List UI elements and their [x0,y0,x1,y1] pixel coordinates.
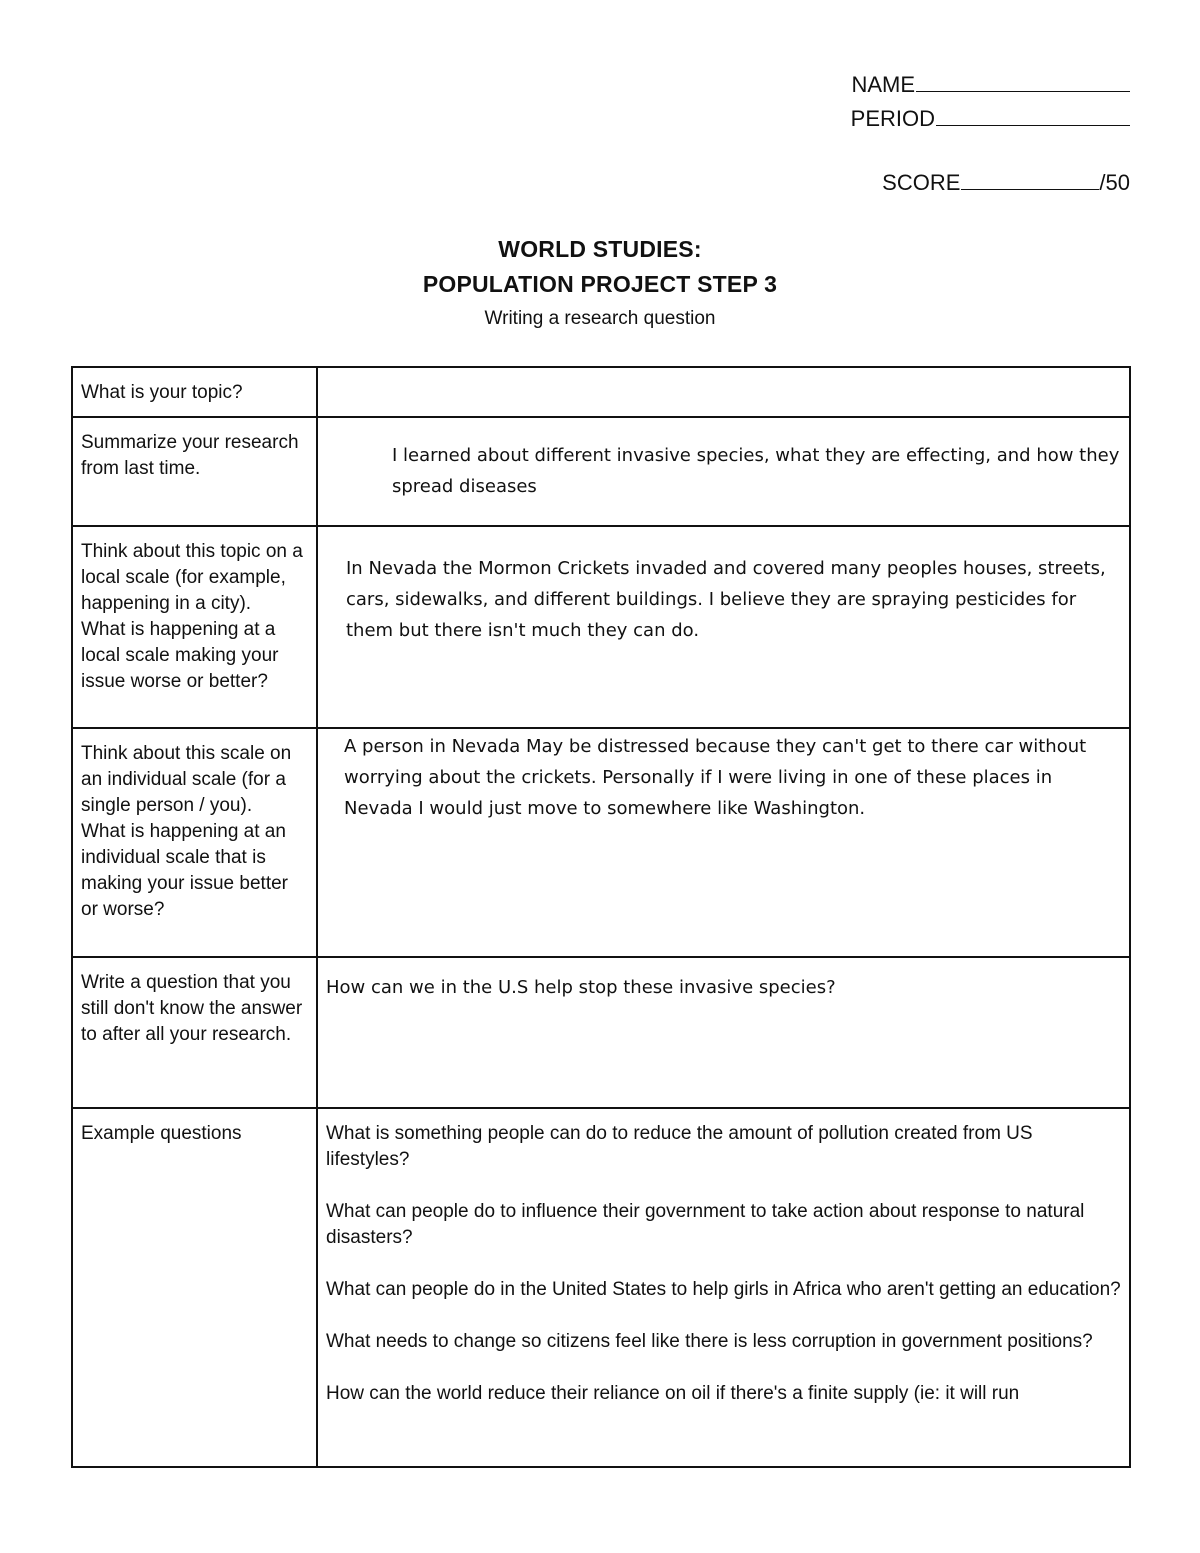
worksheet-table [71,366,1131,1468]
prompt-text: What is happening at a local scale making your issue worse or better? [81,619,279,692]
score-field[interactable] [810,166,1130,200]
example-question: What needs to change so citizens feel like there is less corruption in government positions? [326,1331,1093,1352]
example-question: What can people do in the United States to help girls in Africa who aren't getting an education? [326,1279,1121,1300]
prompt-cell-question [72,957,317,1108]
name-label: NAME [851,72,915,97]
prompt-cell-topic [72,367,317,417]
title-block [0,232,1200,330]
period-blank-line[interactable] [936,103,1130,126]
page-title-line-2: POPULATION PROJECT STEP 3 [422,271,778,297]
name-field[interactable] [810,68,1130,102]
answer-text: In Nevada the Mormon Crickets invaded and covered many peoples houses, streets, cars, sidewalks, and different buildings. I believe they are spraying pesticides for them but there isn't much they can do. [346,558,1106,641]
prompt-text: Think about this scale on an individual scale (for a single person / you). [81,743,292,816]
answer-cell-question[interactable] [317,957,1130,1108]
page-title-line-1: WORLD STUDIES: [498,236,702,262]
prompt-text: Think about this topic on a local scale (for example, happening in a city). [81,541,303,614]
table-row-local-scale [72,526,1130,728]
name-blank-line[interactable] [916,69,1130,92]
table-row-summary [72,417,1130,526]
prompt-cell-summary [72,417,317,526]
page-subtitle: Writing a research question [484,308,716,329]
table-row-question [72,957,1130,1108]
prompt-text: What is your topic? [81,382,243,403]
table-row-topic [72,367,1130,417]
table-row-individual-scale [72,728,1130,957]
answer-cell-topic[interactable] [317,367,1130,417]
student-info-fields [810,68,1130,200]
prompt-text: Summarize your research from last time. [81,432,299,479]
answer-cell-individual-scale[interactable] [317,728,1130,957]
table-row-examples [72,1108,1130,1467]
period-field[interactable] [810,102,1130,136]
prompt-text: What is happening at an individual scale that is making your issue better or worse? [81,821,288,920]
score-blank-line[interactable] [961,167,1099,190]
prompt-cell-local-scale [72,526,317,728]
answer-text: A person in Nevada May be distressed because they can't get to there car without worrying about the crickets. Personally if I were living in one of these places in Nevada I would just move to somewhere like Washington. [344,736,1087,819]
score-total: /50 [1099,170,1130,195]
example-question: What is something people can do to reduce the amount of pollution created from US lifestyles? [326,1123,1033,1170]
answer-text: How can we in the U.S help stop these invasive species? [326,977,836,998]
answer-text: I learned about different invasive species, what they are effecting, and how they spread diseases [392,445,1120,497]
examples-cell [317,1108,1130,1467]
score-label: SCORE [882,170,961,195]
example-question: How can the world reduce their reliance on oil if there's a finite supply (ie: it will run [326,1383,1020,1404]
prompt-cell-examples [72,1108,317,1467]
answer-cell-summary[interactable] [317,417,1130,526]
answer-cell-local-scale[interactable] [317,526,1130,728]
example-question: What can people do to influence their government to take action about response to natural disasters? [326,1201,1085,1248]
prompt-text: Example questions [81,1123,242,1144]
prompt-cell-individual-scale [72,728,317,957]
period-label: PERIOD [850,106,935,131]
prompt-text: Write a question that you still don't know the answer to after all your research. [81,972,303,1045]
